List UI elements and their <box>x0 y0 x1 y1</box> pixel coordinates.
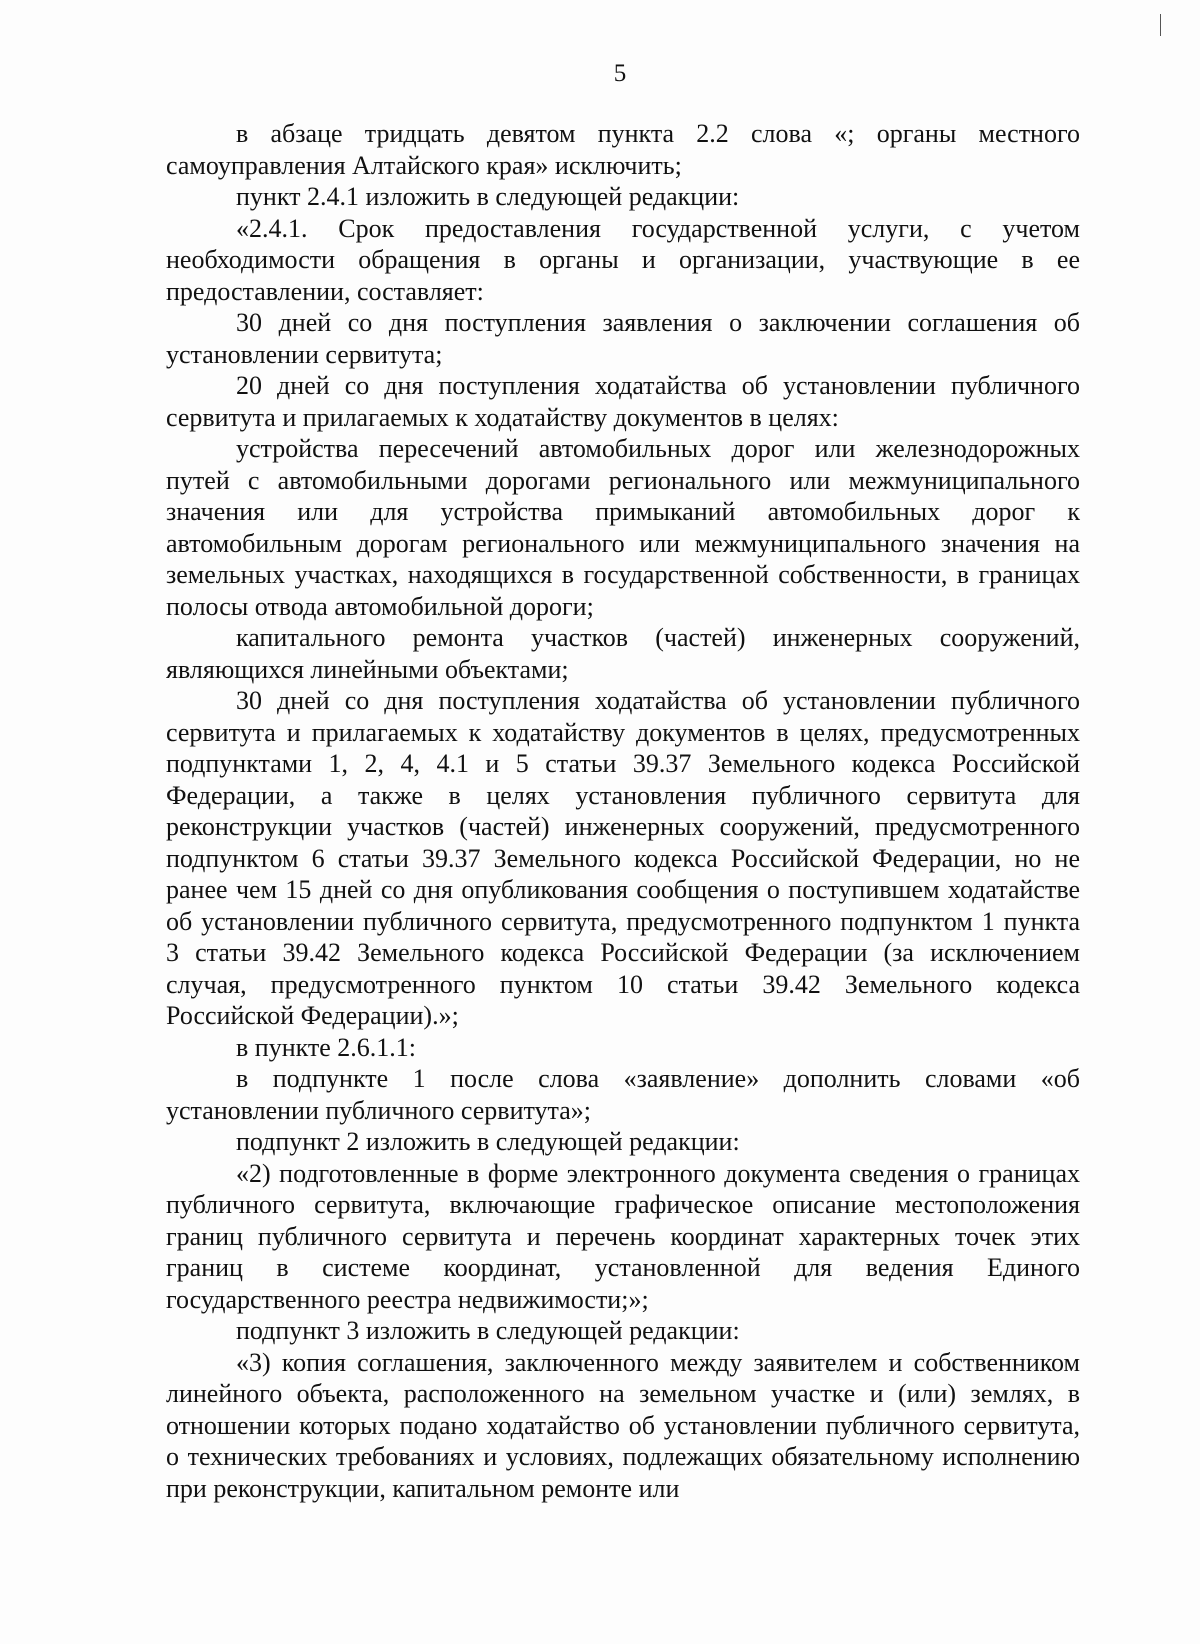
paragraph-podpunkt-2-text: «2) подготовленные в форме электронного документа сведения о границах публичного сервитута, включающие графическое описание местоположения границ публичного сервитута и перечень координат характерных точек этих границ в системе координат, установленной для ведения Единого государственного реестра недвижимости;»; <box>166 1158 1080 1314</box>
paragraph-ustroistva-peresecheniy: устройства пересечений автомобильных дорог или железнодорожных путей с автомобильными дорогами регионального или межмуниципального значения или для устройства примыканий автомобильных дорог к автомобильным дорогам регионального или межмуниципального значения на земельных участках, находящихся в государственной собственности, в границах полосы отвода автомобильной дороги; <box>166 434 1080 621</box>
paragraph-podpunkt-3-intro: подпункт 3 изложить в следующей редакции: <box>236 1316 740 1345</box>
paragraph-srok-predostavleniya: «2.4.1. Срок предоставления государственной услуги, с учетом необходимости обращения в органы и организации, участвующие в ее предоставлении, составляет: <box>166 213 1080 306</box>
paragraph-punkt-2-4-1-intro: пункт 2.4.1 изложить в следующей редакции: <box>236 182 740 211</box>
paragraph-kapitalnogo-remonta: капитального ремонта участков (частей) инженерных сооружений, являющихся линейными объектами; <box>166 623 1080 684</box>
paragraph-podpunkt-1: в подпункте 1 после слова «заявление» дополнить словами «об установлении публичного сервитута»; <box>166 1064 1080 1125</box>
paragraph-punkt-2-6-1-1: в пункте 2.6.1.1: <box>236 1032 417 1062</box>
paragraph-podpunkt-3-text: «3) копия соглашения, заключенного между заявителем и собственником линейного объекта, расположенного на земельном участке и (или) землях, в отношении которых подано ходатайство об установлении публичного сервитута, о технических требованиях и условиях, подлежащих обязательному исполнению при реконструкции, капитальном ремонте или <box>166 1347 1080 1503</box>
paragraph-30-dney-servitut: 30 дней со дня поступления заявления о заключении соглашения об установлении сервитута; <box>166 308 1080 369</box>
paragraph-20-dney-publichnyi: 20 дней со дня поступления ходатайства об установлении публичного сервитута и прилагаемых к ходатайству документов в целях: <box>166 371 1080 432</box>
paragraph-podpunkt-2-intro: подпункт 2 изложить в следующей редакции: <box>236 1127 740 1156</box>
paragraph-30-dney-publichnyi: 30 дней со дня поступления ходатайства об установлении публичного сервитута и прилагаемых к ходатайству документов в целях, предусмотренных подпунктами 1, 2, 4, 4.1 и 5 статьи 39.37 Земельного кодекса Российской Федерации, а также в целях установления публичного сервитута для реконструкции участков (частей) инженерных сооружений, предусмотренного подпунктом 6 статьи 39.37 Земельного кодекса Российской Федерации, но не ранее чем 15 дней со дня опубликования сообщения о поступившем ходатайстве об установлении публичного сервитута, предусмотренного подпунктом 1 пункта 3 статьи 39.42 Земельного кодекса Российской Федерации (за исключением случая, предусмотренного пунктом 10 статьи 39.42 Земельного кодекса Российской Федерации).»; <box>166 686 1080 1030</box>
paragraph-abzac-39: в абзаце тридцать девятом пункта 2.2 слова «; органы местного самоуправления Алтайского края» исключить; <box>166 119 1080 180</box>
document-body <box>166 118 1080 1504</box>
page-number: 5 <box>613 60 627 87</box>
scan-edge-mark <box>1160 14 1161 36</box>
